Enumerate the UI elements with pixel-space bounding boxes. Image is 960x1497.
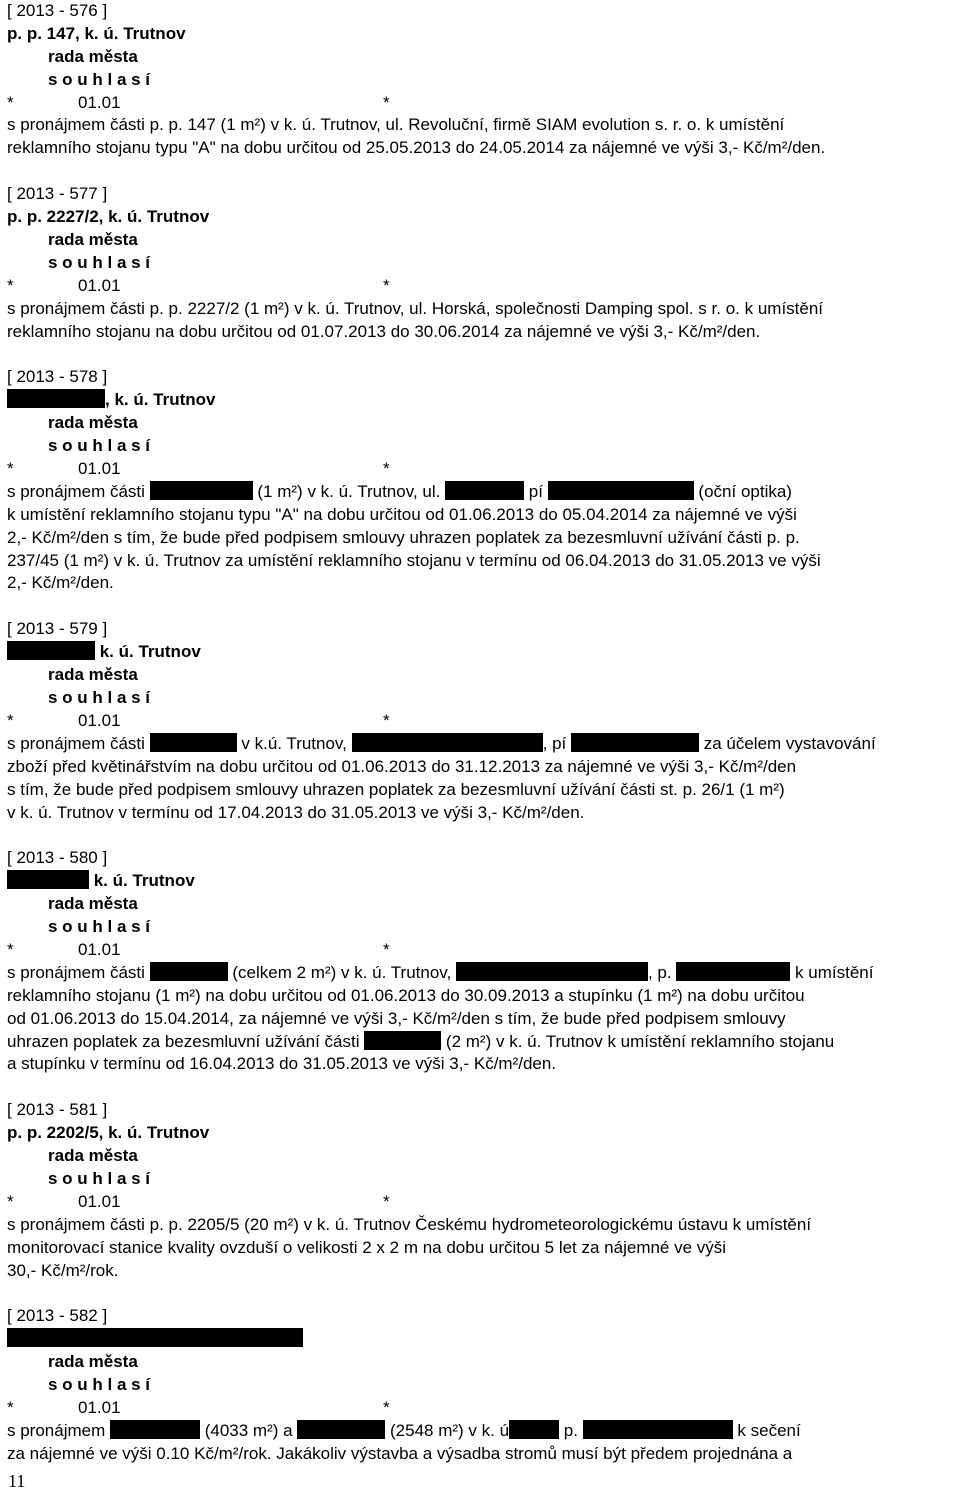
resolution-2013-578 (7, 366, 957, 595)
agrees-label: s o u h l a s í (48, 69, 151, 89)
body-line: reklamního stojanu typu "A" na dobu určitou od 25.05.2013 do 24.05.2014 za nájemné ve výši 3,- Kč/m²/den. (7, 138, 826, 158)
parcel-heading: , k. ú. Trutnov (7, 389, 957, 412)
council-label: rada města (48, 46, 138, 66)
agrees-label: s o u h l a s í (48, 252, 151, 272)
body-line: reklamního stojanu (1 m²) na dobu určitou od 01.06.2013 do 30.09.2013 a stupínku (1 m²) na dobu určitou (7, 985, 805, 1005)
resolution-id: [ 2013 - 578 ] (7, 367, 108, 387)
agrees-label: s o u h l a s í (48, 436, 151, 456)
redaction-block (509, 1420, 559, 1439)
redaction-block (297, 1420, 385, 1439)
agrees-label: s o u h l a s í (48, 1168, 151, 1188)
resolution-id: [ 2013 - 581 ] (7, 1100, 108, 1120)
resolution-id: [ 2013 - 582 ] (7, 1306, 108, 1326)
body-line: 2,- Kč/m²/den. (7, 573, 114, 593)
body-line: 30,- Kč/m²/rok. (7, 1260, 119, 1280)
resolution-2013-579 (7, 618, 957, 824)
star-date-row: * 01.01 * (7, 92, 390, 112)
star-date-row: * 01.01 * (7, 939, 390, 959)
star-date-row: * 01.01 * (7, 1191, 390, 1211)
body-line: uhrazen poplatek za bezesmluvní užívání části (2 m²) v k. ú. Trutnov k umístění reklamního stojanu (7, 1031, 835, 1051)
redaction-block (150, 733, 237, 752)
redaction-block (352, 733, 543, 752)
document-page (7, 0, 957, 1489)
agrees-label: s o u h l a s í (48, 1375, 151, 1395)
resolution-2013-582 (7, 1305, 957, 1465)
redaction-block (548, 481, 694, 500)
resolution-2013-580 (7, 847, 957, 1076)
resolution-id: [ 2013 - 580 ] (7, 848, 108, 868)
page-number: 11 (8, 1471, 26, 1491)
council-label: rada města (48, 665, 138, 685)
resolution-id: [ 2013 - 576 ] (7, 1, 108, 20)
parcel-heading: p. p. 2202/5, k. ú. Trutnov (7, 1123, 210, 1143)
parcel-heading: p. p. 2227/2, k. ú. Trutnov (7, 207, 210, 227)
agrees-label: s o u h l a s í (48, 688, 151, 708)
redaction-block (456, 962, 648, 981)
body-line: s pronájmem části p. p. 2205/5 (20 m²) v k. ú. Trutnov Českému hydrometeorologickému ústavu k umístění (7, 1214, 812, 1234)
redaction-block (7, 1328, 303, 1347)
redaction-block (150, 962, 228, 981)
council-label: rada města (48, 413, 138, 433)
council-label: rada města (48, 894, 138, 914)
star-date-row: * 01.01 * (7, 459, 390, 479)
body-line: zboží před květinářstvím na dobu určitou od 01.06.2013 do 31.12.2013 za nájemné ve výši 3,- Kč/m²/den (7, 756, 797, 776)
body-line: a stupínku v termínu od 16.04.2013 do 31.05.2013 ve výši 3,- Kč/m²/den. (7, 1054, 557, 1074)
body-line: s tím, že bude před podpisem smlouvy uhrazen poplatek za bezesmluvní užívání části st. p. 26/1 (1 m²) (7, 779, 785, 799)
resolution-id: [ 2013 - 579 ] (7, 619, 108, 639)
parcel-heading: p. p. 147, k. ú. Trutnov (7, 23, 186, 43)
body-line: s pronájmem části v k.ú. Trutnov, , pí za účelem vystavování (7, 733, 876, 753)
body-line: s pronájmem části p. p. 2227/2 (1 m²) v k. ú. Trutnov, ul. Horská, společnosti Damping spol. s r. o. k umístění (7, 298, 824, 318)
resolution-2013-581 (7, 1099, 957, 1282)
star-date-row: * 01.01 * (7, 275, 390, 295)
body-line: monitorovací stanice kvality ovzduší o velikosti 2 x 2 m na dobu určitou 5 let za nájemné ve výši (7, 1237, 727, 1257)
star-date-row: * 01.01 * (7, 710, 390, 730)
body-line: k umístění reklamního stojanu typu "A" na dobu určitou od 01.06.2013 do 05.04.2014 za nájemné ve výši (7, 504, 797, 524)
redaction-block (364, 1031, 441, 1050)
agrees-label: s o u h l a s í (48, 917, 151, 937)
body-line: od 01.06.2013 do 15.04.2014, za nájemné ve výši 3,- Kč/m²/den s tím, že bude před podpisem smlouvy (7, 1008, 786, 1028)
star-date-row: * 01.01 * (7, 1397, 390, 1417)
redaction-block (571, 733, 699, 752)
body-line: s pronájmem (4033 m²) a (2548 m²) v k. ú p. k sečení (7, 1420, 801, 1440)
body-line: 237/45 (1 m²) v k. ú. Trutnov za umístění reklamního stojanu v termínu od 06.04.2013 do 31.05.2013 ve výši (7, 550, 821, 570)
body-line: s pronájmem části (celkem 2 m²) v k. ú. Trutnov, , p. k umístění (7, 962, 874, 982)
parcel-heading: k. ú. Trutnov (7, 870, 957, 893)
resolution-2013-577 (7, 183, 957, 343)
resolution-id: [ 2013 - 577 ] (7, 184, 108, 204)
body-line: reklamního stojanu na dobu určitou od 01.07.2013 do 30.06.2014 za nájemné ve výši 3,- Kč/m²/den. (7, 321, 761, 341)
council-label: rada města (48, 1146, 138, 1166)
parcel-heading: k. ú. Trutnov (7, 641, 957, 664)
redaction-block (7, 389, 105, 408)
resolution-2013-576 (7, 0, 957, 160)
redaction-block (676, 962, 790, 981)
council-label: rada města (48, 1352, 138, 1372)
redaction-block (583, 1420, 733, 1439)
council-label: rada města (48, 230, 138, 250)
body-line: s pronájmem části (1 m²) v k. ú. Trutnov, ul. pí (oční optika) (7, 481, 792, 501)
parcel-heading (7, 1328, 957, 1351)
redaction-block (7, 870, 89, 889)
body-line: 2,- Kč/m²/den s tím, že bude před podpisem smlouvy uhrazen poplatek za bezesmluvní užívání části p. p. (7, 527, 800, 547)
redaction-block (150, 481, 253, 500)
redaction-block (445, 481, 524, 500)
body-line: s pronájmem části p. p. 147 (1 m²) v k. ú. Trutnov, ul. Revoluční, firmě SIAM evolution s. r. o. k umístění (7, 115, 785, 135)
body-line: za nájemné ve výši 0.10 Kč/m²/rok. Jakákoliv výstavba a výsadba stromů musí být předem projednána a (7, 1443, 793, 1463)
redaction-block (7, 641, 95, 660)
redaction-block (110, 1420, 200, 1439)
body-line: v k. ú. Trutnov v termínu od 17.04.2013 do 31.05.2013 ve výši 3,- Kč/m²/den. (7, 802, 585, 822)
